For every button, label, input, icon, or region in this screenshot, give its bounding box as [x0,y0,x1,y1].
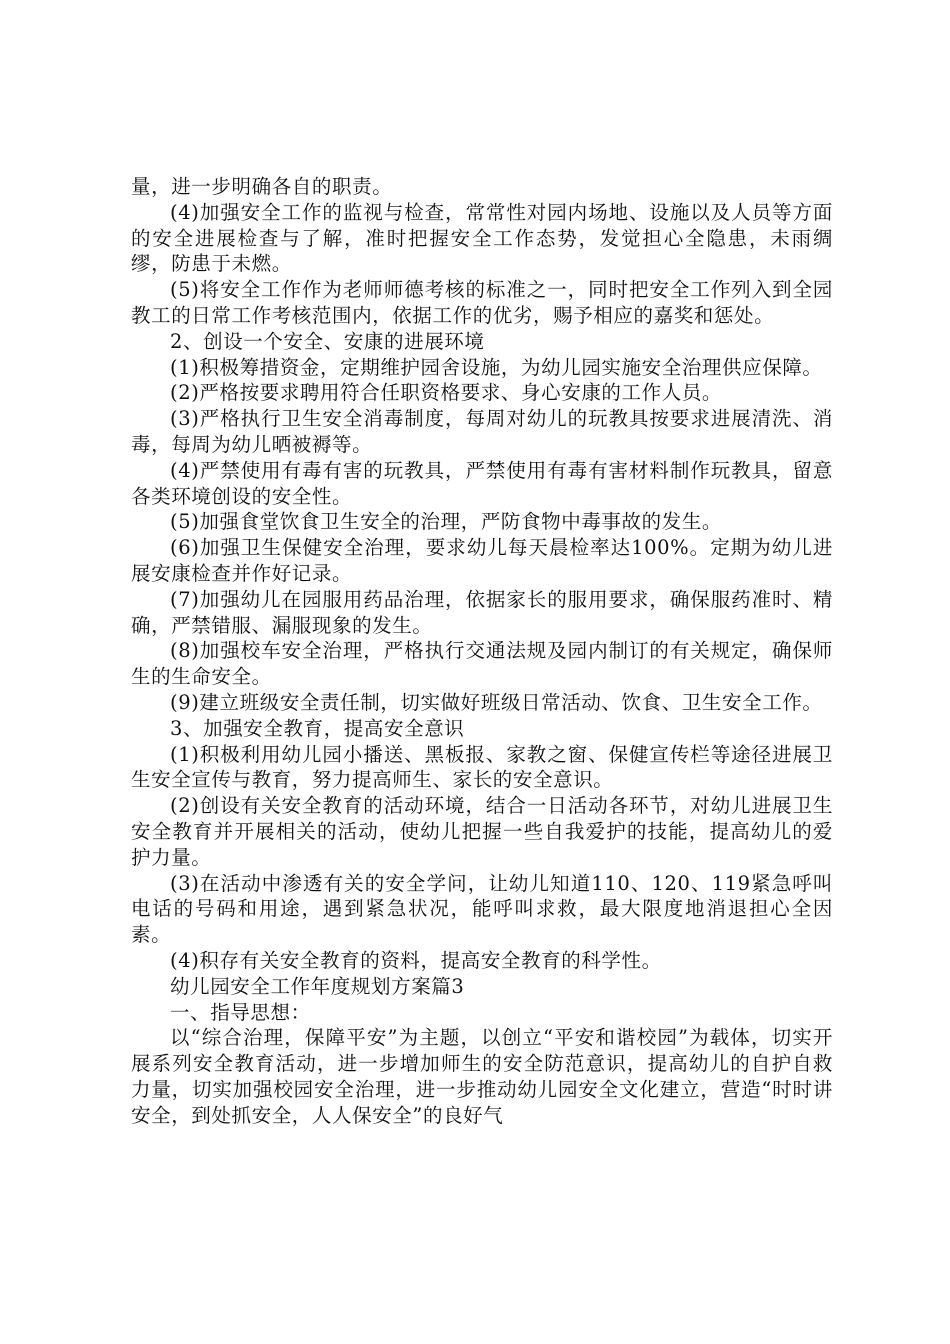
paragraph: (2)创设有关安全教育的活动环境，结合一日活动各环节，对幼儿进展卫生安全教育并开展相关的活动，使幼儿把握一些自我爱护的技能，提高幼儿的爱护力量。 [131,794,833,869]
paragraph: 量，进一步明确各自的职责。 [131,175,393,198]
paragraph: (1)积极筹措资金，定期维护园舍设施，为幼儿园实施安全治理供应保障。 [170,355,823,379]
paragraph: (3)在活动中渗透有关的安全学问，让幼儿知道110、120、119紧急呼叫电话的号码和用途，遇到紧急状况，能呼叫求救，最大限度地消退担心全因素。 [131,871,833,947]
paragraph: (3)严格执行卫生安全消毒制度，每周对幼儿的玩教具按要求进展清洗、消毒，每周为幼儿晒被褥等。 [131,407,833,456]
paragraph: 幼儿园安全工作年度规划方案篇3 [170,974,465,998]
paragraph: (5)加强食堂饮食卫生安全的治理，严防食物中毒事故的发生。 [170,510,723,534]
paragraph: (6)加强卫生保健安全治理，要求幼儿每天晨检率达100%。定期为幼儿进展安康检查并作好记录。 [131,536,833,585]
paragraph: (4)加强安全工作的监视与检查，常常性对园内场地、设施以及人员等方面的安全进展检查与了解，准时把握安全工作态势，发觉担心全隐患，未雨绸缪，防患于未燃。 [131,200,833,276]
paragraph: (4)积存有关安全教育的资料，提高安全教育的科学性。 [170,948,662,972]
paragraph: (7)加强幼儿在园服用药品治理，依据家长的服用要求，确保服药准时、精确，严禁错服、漏服现象的发生。 [131,587,833,637]
paragraph: (9)建立班级安全责任制，切实做好班级日常活动、饮食、卫生安全工作。 [170,690,823,714]
paragraph: 2、创设一个安全、安康的进展环境 [170,329,485,353]
paragraph: (1)积极利用幼儿园小播送、黑板报、家教之窗、保健宣传栏等途径进展卫生安全宣传与教育，努力提高师生、家长的安全意识。 [131,742,833,792]
paragraph: (2)严格按要求聘用符合任职资格要求、身心安康的工作人员。 [170,381,723,405]
document-body [131,174,833,1128]
paragraph: (4)严禁使用有毒有害的玩教具，严禁使用有毒有害材料制作玩教具，留意各类环境创设的安全性。 [131,458,833,508]
paragraph: 3、加强安全教育，提高安全意识 [170,716,465,740]
paragraph: (8)加强校车安全治理，严格执行交通法规及园内制订的有关规定，确保师生的生命安全。 [131,639,833,689]
paragraph: (5)将安全工作作为老师师德考核的标准之一，同时把安全工作列入到全园教工的日常工作考核范围内，依据工作的优劣，赐予相应的嘉奖和惩处。 [131,278,833,327]
paragraph: 以“综合治理，保障平安”为主题，以创立“平安和谐校园”为载体，切实开展系列安全教育活动，进一步增加师生的安全防范意识，提高幼儿的自护自救力量，切实加强校园安全治理，进一步推动幼儿园安全文化建立，营造“时时讲安全，到处抓安全，人人保安全”的良好气 [131,1026,833,1127]
paragraph: 一、指导思想： [170,1000,311,1024]
